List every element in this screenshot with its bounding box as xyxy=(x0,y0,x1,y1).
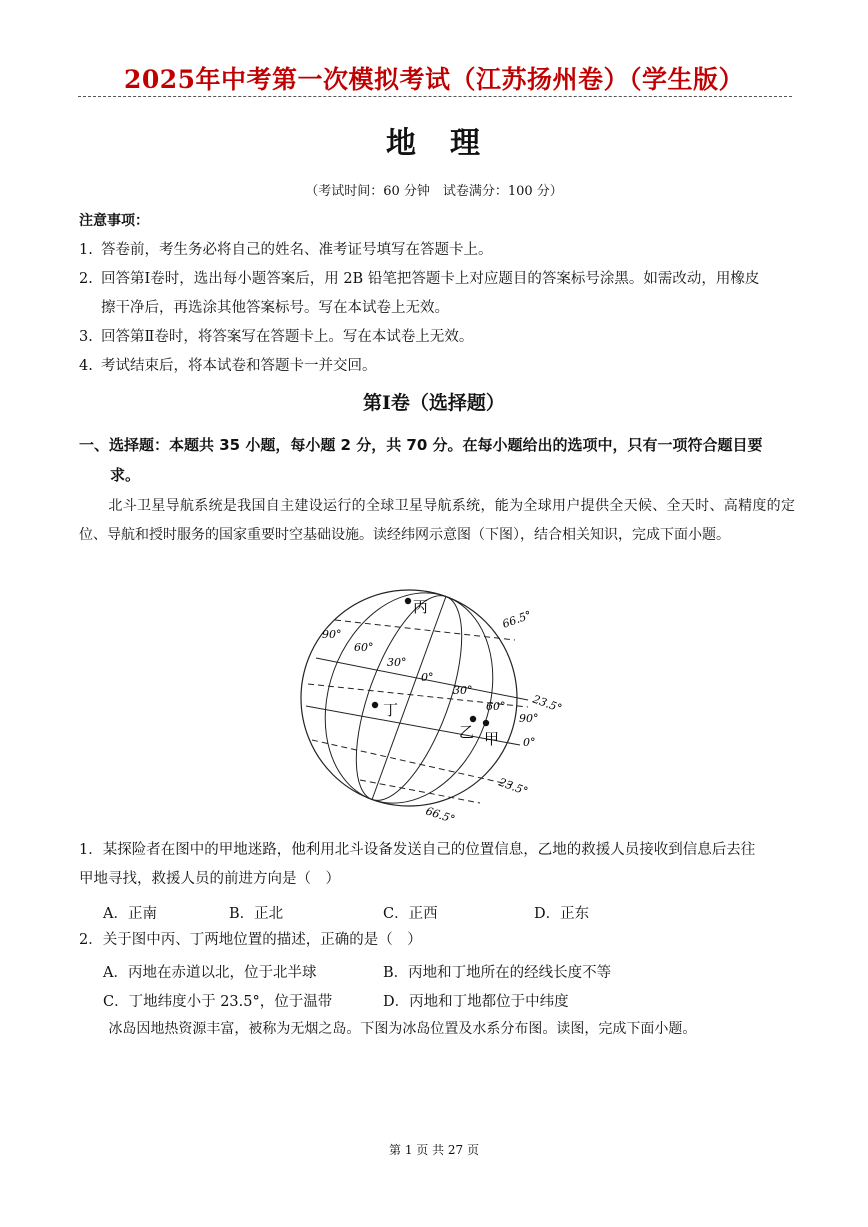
option-b[interactable]: B．丙地和丁地所在的经线长度不等 xyxy=(383,965,612,981)
question-1-stem-continued: 甲地寻找，救援人员的前进方向是（ ） xyxy=(79,871,340,887)
point-bing-dot xyxy=(405,598,411,604)
option-b[interactable]: B．正北 xyxy=(229,906,284,922)
section-instructions xyxy=(79,430,795,490)
latitude-label: 23.5° xyxy=(496,775,530,799)
note-item xyxy=(79,323,795,352)
note-item xyxy=(79,236,795,265)
longitude-label: 90° xyxy=(519,712,539,725)
note-number: 4. xyxy=(79,358,93,374)
note-text: 回答第Ⅱ卷时，将答案写在答题卡上。写在本试卷上无效。 xyxy=(101,329,474,345)
question-2-stem: 2．关于图中丙、丁两地位置的描述，正确的是（ ） xyxy=(79,932,422,948)
notes-title: 注意事项： xyxy=(79,213,149,229)
longitude-label: 30° xyxy=(453,684,473,697)
reading-passage: 北斗卫星导航系统是我国自主建设运行的全球卫星导航系统，能为全球用户提供全天候、全天时、高精度的定位、导航和授时服务的国家重要时空基础设施。读经纬网示意图（下图），结合相关知识，完成下面小题。 xyxy=(79,498,795,543)
point-ding-label: 丁 xyxy=(383,701,399,719)
reading-passage: 冰岛因地热资源丰富，被称为无烟之岛。下图为冰岛位置及水系分布图。读图，完成下面小题。 xyxy=(108,1021,697,1037)
question-2 xyxy=(79,926,795,955)
header-title: 2025年中考第一次模拟考试（江苏扬州卷）（学生版） xyxy=(123,65,745,94)
section-title: 第Ⅰ卷（选择题） xyxy=(363,392,505,414)
page-footer: 第 1 页 共 27 页 xyxy=(389,1143,479,1157)
parallel-66-north xyxy=(335,620,515,640)
point-jia-label: 甲 xyxy=(484,730,500,748)
note-text: 答卷前，考生务必将自己的姓名、准考证号填写在答题卡上。 xyxy=(101,242,493,258)
point-bing-label: 丙 xyxy=(413,598,429,616)
option-a[interactable]: A．正南 xyxy=(103,906,157,922)
longitude-label: 0° xyxy=(421,671,434,684)
note-text: 回答第Ⅰ卷时，选出每小题答案后，用 2B 铅笔把答题卡上对应题目的答案标号涂黑。如需改动，用橡皮 xyxy=(101,271,760,287)
header-divider xyxy=(78,96,792,97)
point-yi-dot xyxy=(470,716,476,722)
note-number: 2. xyxy=(79,271,93,287)
note-number: 1. xyxy=(79,242,93,258)
option-c[interactable]: C．正西 xyxy=(383,906,438,922)
longitude-label: 60° xyxy=(486,700,506,713)
option-d[interactable]: D．正东 xyxy=(534,906,590,922)
note-text: 考试结束后，将本试卷和答题卡一并交回。 xyxy=(101,358,377,374)
note-item xyxy=(79,352,795,381)
option-c[interactable]: C．丁地纬度小于 23.5°，位于温带 xyxy=(103,994,333,1010)
point-ding-dot xyxy=(372,702,378,708)
longitude-label: 90° xyxy=(322,628,342,641)
section-instructions-line: 一、选择题：本题共 35 小题，每小题 2 分，共 70 分。在每小题给出的选项中，只有一项符合题目要 xyxy=(79,436,763,454)
exam-info: （考试时间：60 分钟 试卷满分：100 分） xyxy=(305,184,563,199)
latitude-label: 23.5° xyxy=(530,692,564,716)
point-jia-dot xyxy=(483,720,489,726)
note-text-continued: 擦干净后，再选涂其他答案标号。写在本试卷上无效。 xyxy=(101,300,449,316)
globe-diagram xyxy=(300,580,570,830)
latitude-longitude-globe-figure xyxy=(300,580,570,830)
longitude-label: 60° xyxy=(354,641,374,654)
question-1-stem: 1．某探险者在图中的甲地迷路，他利用北斗设备发送自己的位置信息，乙地的救援人员接收到信息后去往 xyxy=(79,842,756,858)
latitude-label: 66.5° xyxy=(500,608,534,631)
section-instructions-line: 求。 xyxy=(110,466,141,484)
note-item xyxy=(79,265,795,323)
latitude-label: 66.5° xyxy=(424,804,457,827)
note-number: 3. xyxy=(79,329,93,345)
option-d[interactable]: D．丙地和丁地都位于中纬度 xyxy=(383,994,569,1010)
latitude-label: 0° xyxy=(523,736,536,749)
question-1 xyxy=(79,836,795,894)
meridian-line xyxy=(372,597,446,800)
longitude-label: 30° xyxy=(387,656,407,669)
parallel-23-south xyxy=(312,740,512,785)
option-a[interactable]: A．丙地在赤道以北，位于北半球 xyxy=(103,965,317,981)
point-yi-label: 乙 xyxy=(459,723,475,741)
subject-title: 地 理 xyxy=(386,126,482,161)
